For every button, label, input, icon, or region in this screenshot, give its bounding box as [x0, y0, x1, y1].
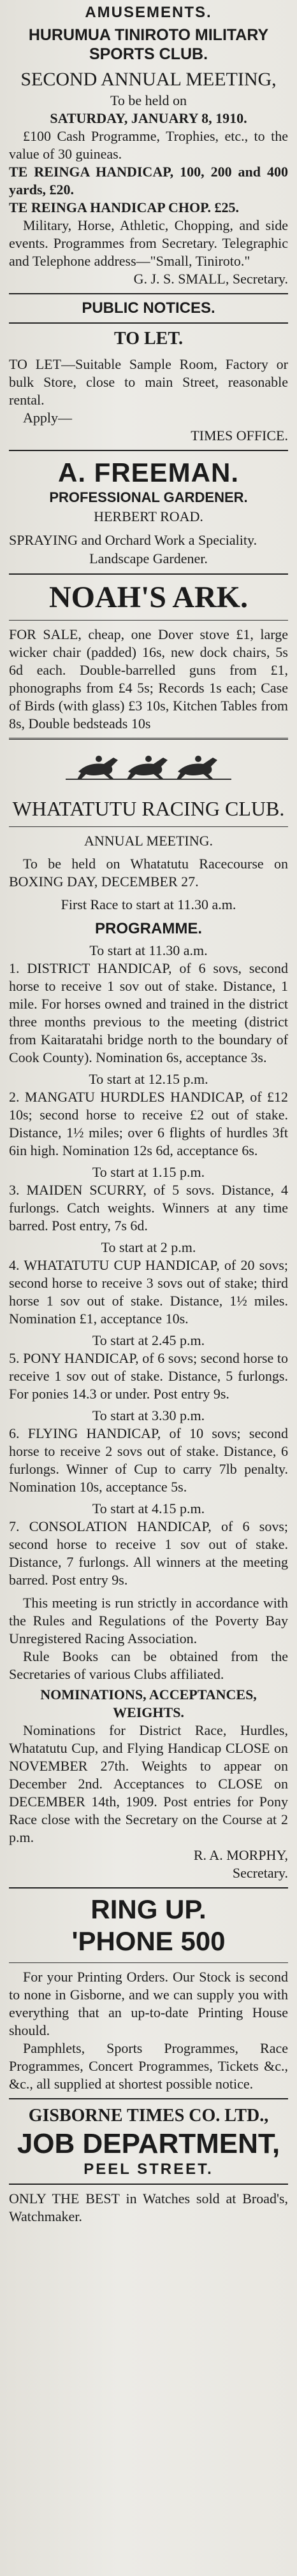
hurumua-date: SATURDAY, JANUARY 8, 1910. — [50, 110, 247, 126]
hurumua-prizes: £100 Cash Programme, Trophies, etc., to the value of 30 guineas. — [9, 128, 288, 162]
divider — [9, 293, 288, 294]
freeman-body: SPRAYING and Orchard Work a Speciality. — [9, 532, 257, 548]
racehorse-illustration — [9, 746, 288, 791]
to-let-apply: Apply— — [23, 410, 72, 426]
race-description: 1. DISTRICT HANDICAP, of 6 sovs, second horse to receive 1 sov out of stake. Distance, 1 mile. For horses owned and trained in the district three months previous to the meeting (district from Kaitaratahi bridge north to the boundary of Cook County). Nomination 6s, acceptance 3s. — [9, 960, 288, 1065]
race-item — [9, 1070, 288, 1160]
hurumua-ad — [9, 25, 288, 288]
race-item — [9, 1332, 288, 1403]
race-time: To start at 1.15 p.m. — [92, 1164, 205, 1180]
watches-notice: ONLY THE BEST in Watches sold at Broad's, Watchmaker. — [9, 2191, 288, 2224]
ringup-line1: RING UP. — [91, 1894, 206, 1924]
whatatutu-first-race: First Race to start at 11.30 a.m. — [61, 896, 236, 912]
race-time: To start at 4.15 p.m. — [92, 1500, 205, 1516]
rulebooks-paragraph: Rule Books can be obtained from the Secretaries of various Clubs affiliated. — [9, 1648, 288, 1682]
divider — [9, 826, 288, 827]
hurumua-title: HURUMUA TINIROTO MILITARY SPORTS CLUB. — [28, 26, 269, 63]
gisborne-ad — [9, 2105, 288, 2178]
ringup-list: Pamphlets, Sports Programmes, Race Programmes, Concert Programmes, Tickets &c., &c., all supplied at shortest possible notice. — [9, 2040, 288, 2092]
racehorse-icon — [53, 746, 244, 791]
race-description: 6. FLYING HANDICAP, of 10 sovs; second horse to receive 2 sovs out of stake. Distance, 6 furlongs. Winner of Cup to carry 7lb penalty. Nomination 10s, acceptance 5s. — [9, 1425, 288, 1495]
ringup-ad — [9, 1894, 288, 2093]
race-item — [9, 1239, 288, 1328]
hurumua-heading: SECOND ANNUAL MEETING, — [20, 69, 277, 90]
race-item — [9, 942, 288, 1067]
divider — [9, 322, 288, 324]
nominations-paragraph: Nominations for District Race, Hurdles, Whatatutu Cup, and Flying Handicap CLOSE on NOVEMBER 27th. Weights to appear on December 2nd. Acceptances to CLOSE on DECEMBER 14th, 1909. Post entries for Pony Race close with the Secretary on the Course at 2 p.m. — [9, 1722, 288, 1845]
race-time: To start at 11.30 a.m. — [89, 942, 208, 958]
freeman-title: PROFESSIONAL GARDENER. — [49, 489, 248, 505]
race-description: 3. MAIDEN SCURRY, of 5 sovs. Distance, 4 furlongs. Catch weights. Winners at any time barred. Post entry, 7s 6d. — [9, 1182, 288, 1234]
divider — [9, 738, 288, 740]
divider — [9, 573, 288, 575]
ringup-body: For your Printing Orders. Our Stock is second to none in Gisborne, and we can supply you with everything that an up-to-date Printing House should. — [9, 1969, 288, 2038]
to-let-ad — [9, 329, 288, 445]
divider — [9, 620, 288, 621]
race-item — [9, 1407, 288, 1496]
hurumua-secretary: G. J. S. SMALL, Secretary. — [133, 271, 288, 287]
whatatutu-secretary-name: R. A. MORPHY, — [193, 1847, 288, 1863]
freeman-name: A. FREEMAN. — [58, 457, 239, 487]
hurumua-reinga: TE REINGA HANDICAP, 100, 200 and 400 yards, £20. — [9, 164, 288, 198]
noah-body: FOR SALE, cheap, one Dover stove £1, large wicker chair (padded) 16s, new dock chairs, 5s 6d each. Double-barrelled guns from £1, phonographs from £4 5s; Records 1s each; Case of Birds (with glass) £3 10s, Kitchen Tables from 8s, Double bedsteads 10s — [9, 626, 288, 731]
divider — [9, 1962, 288, 1963]
race-time: To start at 12.15 p.m. — [89, 1071, 208, 1087]
divider — [9, 1887, 288, 1889]
whatatutu-secretary-title: Secretary. — [232, 1865, 288, 1881]
freeman-ad — [9, 457, 288, 568]
divider — [9, 2184, 288, 2185]
ringup-line2: 'PHONE 500 — [71, 1926, 226, 1956]
whatatutu-subtitle: ANNUAL MEETING. — [83, 833, 214, 849]
noah-title: NOAH'S ARK. — [48, 580, 249, 614]
race-item — [9, 1163, 288, 1235]
race-time: To start at 2 p.m. — [101, 1239, 196, 1255]
to-let-office: TIMES OFFICE. — [191, 428, 288, 443]
race-item — [9, 1500, 288, 1589]
gisborne-street: PEEL STREET. — [83, 2161, 214, 2178]
hurumua-chop: TE REINGA HANDICAP CHOP. £25. — [9, 199, 240, 215]
to-let-body: TO LET—Suitable Sample Room, Factory or bulk Store, close to main Street, reasonable rental. — [9, 356, 288, 408]
freeman-footer: Landscape Gardener. — [89, 550, 208, 566]
whatatutu-held: To be held on Whatatutu Racecourse on BOXING DAY, DECEMBER 27. — [9, 856, 288, 889]
race-time: To start at 3.30 p.m. — [92, 1407, 205, 1423]
race-description: 7. CONSOLATION HANDICAP, of 6 sovs; second horse to receive 1 sov out of stake. Distance, 7 furlongs. All winners at the meeting barred. Post entry 9s. — [9, 1518, 288, 1588]
race-description: 4. WHATATUTU CUP HANDICAP, of 20 sovs; second horse to receive 3 sovs out of stake; third horse 1 sov out of stake. Distance, 1½ miles. Nomination £1, acceptance 10s. — [9, 1257, 288, 1327]
whatatutu-ad — [9, 746, 288, 1882]
amusements-heading: AMUSEMENTS. — [85, 4, 212, 21]
hurumua-held: To be held on — [110, 92, 187, 108]
public-notices-heading: PUBLIC NOTICES. — [82, 299, 215, 317]
race-description: 2. MANGATU HURDLES HANDICAP, of £12 10s; second horse to receive £2 out of stake. Distance, 1½ miles; over 6 flights of hurdles 3ft 6in high. Nomination 12s 6d, acceptance 6s. — [9, 1089, 288, 1158]
gisborne-job-department: JOB DEPARTMENT, — [17, 2128, 280, 2159]
hurumua-events: Military, Horse, Athletic, Chopping, and side events. Programmes from Secretary. Telegraphic and Telephone address—"Small, Tiniroto." — [9, 217, 288, 269]
programme-heading: PROGRAMME. — [95, 920, 202, 937]
nominations-heading: NOMINATIONS, ACCEPTANCES, WEIGHTS. — [40, 1687, 257, 1720]
gisborne-company: GISBORNE TIMES CO. LTD., — [28, 2106, 269, 2126]
to-let-title: TO LET. — [114, 329, 183, 349]
divider — [9, 2098, 288, 2099]
freeman-address: HERBERT ROAD. — [94, 508, 203, 524]
noah-ad — [9, 580, 288, 733]
rules-paragraph: This meeting is run strictly in accordance with the Rules and Regulations of the Poverty Bay Unregistered Racing Association. — [9, 1595, 288, 1646]
whatatutu-title: WHATATUTU RACING CLUB. — [12, 797, 285, 820]
divider — [9, 450, 288, 451]
race-description: 5. PONY HANDICAP, of 6 sovs; second horse to receive 1 sov out of stake. Distance, 5 furlongs. For ponies 14.3 or under. Post entry 9s. — [9, 1350, 288, 1402]
race-time: To start at 2.45 p.m. — [92, 1332, 205, 1348]
